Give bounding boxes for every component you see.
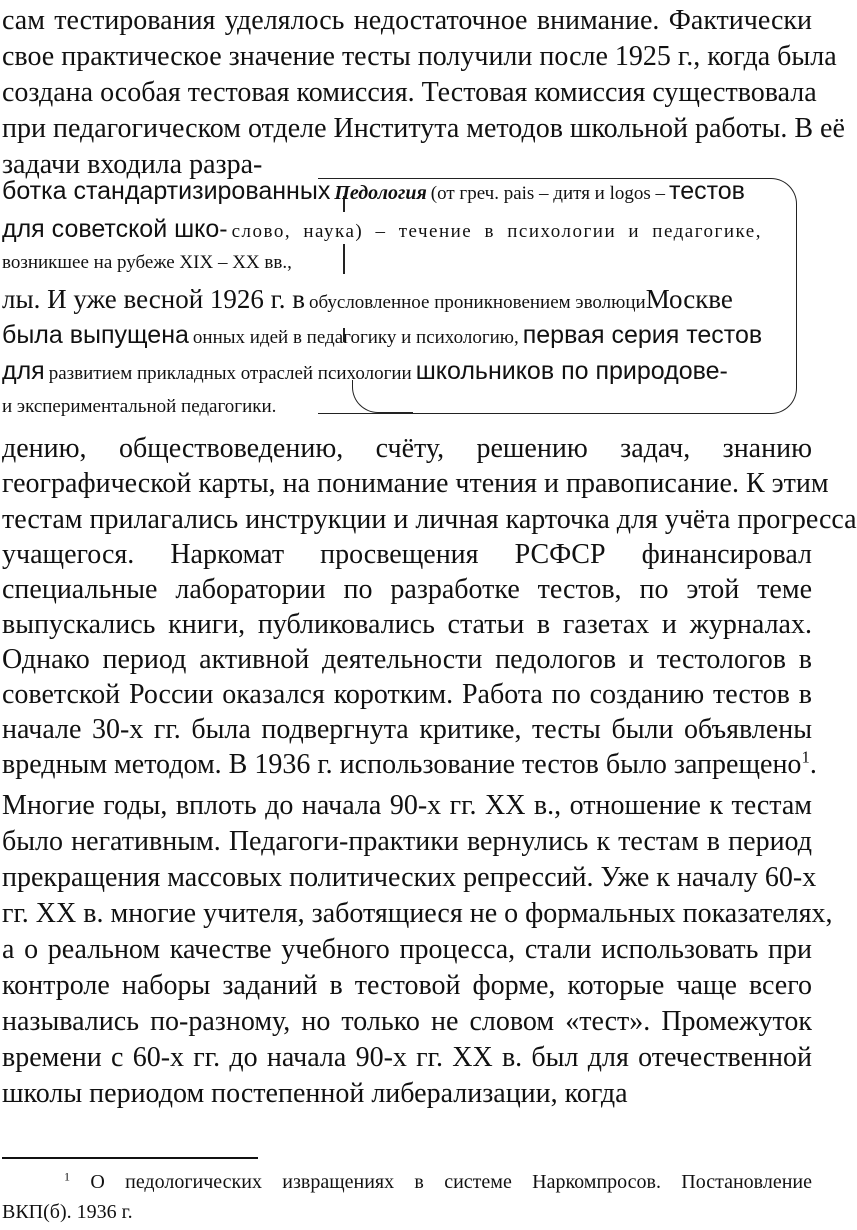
text-fragment: для советской шко- — [2, 215, 228, 243]
text-fragment: была выпущена — [2, 321, 189, 349]
mixed-line — [2, 212, 762, 250]
text-line: тестам прилагались инструкции и личная карточка для учёта прогресса — [2, 504, 857, 535]
text-fragment: тестов — [669, 177, 745, 205]
text-line: специальные лаборатории по разработке тестов, по этой теме — [2, 574, 812, 605]
footnote-separator — [2, 1157, 258, 1159]
mixed-line — [2, 354, 728, 392]
footnote-line — [2, 1168, 812, 1196]
text-line: школы периодом постепенной либерализации, когда — [2, 1078, 628, 1109]
definition-fragment: слово, наука) – течение в психологии и педагогике, — [231, 221, 762, 242]
footnote-number: 1 — [64, 1169, 70, 1184]
footnote-line: ВКП(б). 1936 г. — [2, 1201, 133, 1223]
text-line: контроле наборы заданий в тестовой форме, которые чаще всего — [2, 970, 812, 1001]
text-line: при педагогическом отделе Института методов школьной работы. В её — [2, 113, 845, 144]
text-line: сам тестирования уделялось недостаточное внимание. Фактически — [2, 5, 812, 36]
definition-title: Педология — [334, 182, 427, 204]
definition-fragment: онных идей в педагогику и психологию, — [192, 327, 519, 348]
definition-fragment: (от греч. pais – дитя и logos – — [430, 183, 666, 204]
text-fragment: вредным методом. В 1936 г. использование тестов было запрещено — [2, 749, 802, 780]
definition-fragment: обусловленное проникновением эволюци — [308, 292, 646, 313]
text-line: учащегося. Наркомат просвещения РСФСР финансировал — [2, 539, 812, 570]
text-line: назывались по-разному, но только не словом «тест». Промежуток — [2, 1006, 812, 1037]
text-line: а о реальном качестве учебного процесса, стали использовать при — [2, 934, 812, 965]
text-line: дению, обществоведению, счёту, решению задач, знанию — [2, 433, 812, 464]
definition-fragment: развитием прикладных отраслей психологии — [48, 363, 412, 384]
text-line: создана особая тестовая комиссия. Тестовая комиссия существовала — [2, 77, 817, 108]
text-fragment: ботка стандартизированных — [2, 177, 331, 205]
mixed-line — [2, 390, 276, 425]
text-line: советской России оказался коротким. Работа по созданию тестов в — [2, 679, 812, 710]
text-line — [2, 747, 817, 782]
mixed-line — [2, 282, 733, 321]
text-line: Многие годы, вплоть до начала 90-х гг. XX в., отношение к тестам — [2, 790, 812, 821]
text-line: Однако период активной деятельности педологов и тестологов в — [2, 644, 812, 675]
text-line: прекращения массовых политических репрессий. Уже к началу 60-х — [2, 862, 817, 893]
definition-fragment: возникшее на рубеже XIX – XX вв., — [2, 252, 292, 273]
text-line: задачи входила разра- — [2, 149, 263, 180]
text-line: начале 30-х гг. была подвергнута критике, тесты были объявлены — [2, 714, 812, 745]
text-fragment: первая серия тестов — [522, 321, 763, 349]
text-line: географической карты, на понимание чтения и правописание. К этим — [2, 468, 829, 499]
text-line: времени с 60-х гг. до начала 90-х гг. XX в. был для отечественной — [2, 1042, 812, 1073]
footnote-text: О педологических извращениях в системе Наркомпросов. Постановление — [90, 1171, 813, 1193]
text-line: свое практическое значение тесты получили после 1925 г., когда была — [2, 41, 837, 72]
text-line: гг. XX в. многие учителя, заботящиеся не о формальных показателях, — [2, 898, 833, 929]
mixed-line — [2, 318, 762, 356]
text-fragment: школьников по природове- — [415, 357, 728, 385]
definition-fragment: и экспериментальной педагогики. — [2, 396, 277, 417]
footnote-ref[interactable]: 1 — [801, 747, 810, 767]
text-fragment: лы. И уже весной 1926 г. в — [2, 284, 305, 314]
text-fragment: для — [2, 357, 45, 385]
text-fragment: Москве — [645, 284, 733, 314]
text-line: было негативным. Педагоги-практики вернулись к тестам в период — [2, 826, 812, 857]
mixed-line — [2, 246, 292, 281]
mixed-line — [2, 174, 745, 212]
text-fragment: . — [809, 749, 817, 780]
text-line: выпускались книги, публиковались статьи в газетах и журналах. — [2, 609, 812, 640]
